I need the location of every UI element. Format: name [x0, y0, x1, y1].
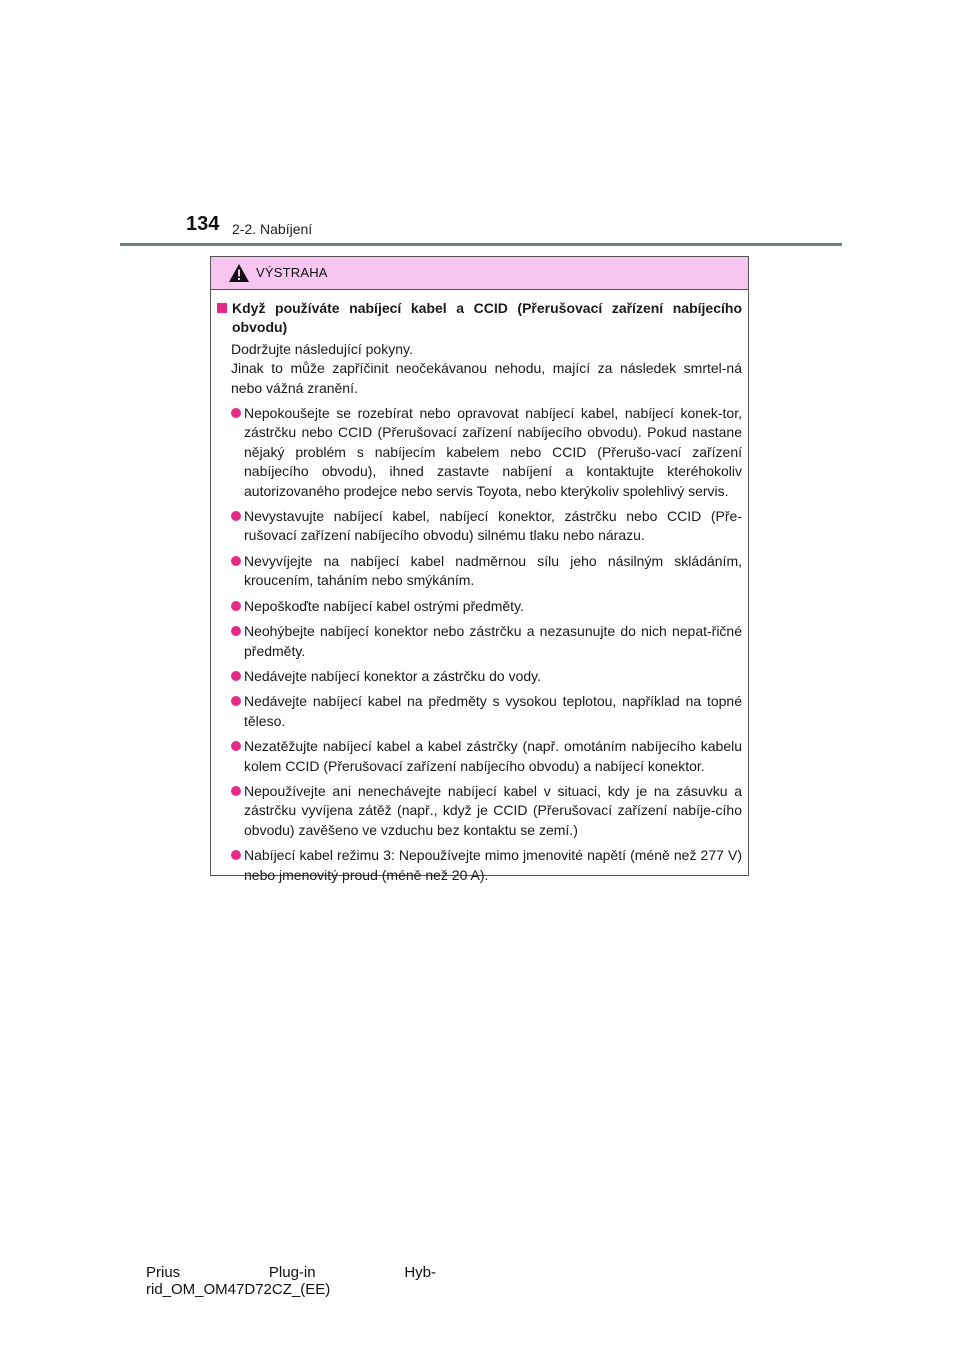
list-item [231, 597, 742, 616]
footer-type: Hyb- [404, 1264, 436, 1281]
footer-code: rid_OM_OM47D72CZ_(EE) [146, 1281, 331, 1298]
circle-bullet-icon [231, 741, 241, 751]
intro-line: Jinak to může zapříčinit neočekávanou nehodu, mající za následek smrtel-ná nebo vážná zranění. [231, 360, 742, 396]
list-item [231, 692, 742, 731]
warning-box [210, 256, 749, 883]
section-title: 2-2. Nabíjení [232, 221, 313, 237]
circle-bullet-icon [231, 556, 241, 566]
warning-header [211, 257, 748, 290]
page-footer [146, 1264, 436, 1298]
list-item-text: Nedávejte nabíjecí konektor a zástrčku do vody. [244, 667, 542, 684]
square-bullet-icon [217, 303, 227, 313]
warning-heading [217, 299, 742, 338]
circle-bullet-icon [231, 696, 241, 706]
warning-heading-text: Když používáte nabíjecí kabel a CCID (Přerušovací zařízení nabíjecího obvodu) [232, 300, 742, 336]
list-item [231, 667, 742, 686]
list-item-text: Nepoužívejte ani nenechávejte nabíjecí kabel v situaci, kdy je na zásuvku a zástrčku vyvíjena zátěž (např., když je CCID (Přerušovací zařízení nabíje-cího obvodu) zavěšeno ve vzduchu bez kontaktu se zemí.) [244, 782, 742, 838]
list-item-text: Nepokoušejte se rozebírat nebo opravovat nabíjecí kabel, nabíjecí konek-tor, zástrčku nebo CCID (Přerušovací zařízení nabíjecího obvodu). Pokud nastane nějaký problém s nabíjecím kabelem nebo CCID (Přerušo-vací zařízení nabíjecího obvodu), ihned zastavte nabíjení a kontaktujte kteréhokoliv autorizovaného prodejce nebo servis Toyota, nebo kterýkoliv spolehlivý servis. [244, 405, 742, 499]
list-item-text: Nabíjecí kabel režimu 3: Nepoužívejte mimo jmenovité napětí (méně než 277 V) nebo jmenovitý proud (méně než 20 A). [244, 847, 742, 883]
list-item-text: Nezatěžujte nabíjecí kabel a kabel zástrčky (např. omotáním nabíjecího kabelu kolem CCID (Přerušovací zařízení nabíjecího obvodu) a nabíjecí konektor. [244, 738, 742, 774]
warning-label: VÝSTRAHA [256, 265, 328, 280]
header-rule [120, 243, 842, 246]
list-item [231, 507, 742, 546]
list-item-text: Nevystavujte nabíjecí kabel, nabíjecí konektor, zástrčku nebo CCID (Pře-rušovací zařízení nabíjecího obvodu) silnému tlaku nebo nárazu. [244, 508, 742, 544]
list-item [231, 552, 742, 591]
warning-body [211, 290, 748, 885]
warning-intro [231, 340, 742, 398]
circle-bullet-icon [231, 671, 241, 681]
footer-line [146, 1264, 436, 1281]
list-item [231, 404, 742, 501]
list-item [231, 737, 742, 776]
page-number: 134 [186, 213, 220, 235]
warning-triangle-icon [228, 263, 250, 283]
list-item [231, 622, 742, 661]
intro-line: Dodržujte následující pokyny. [231, 340, 413, 357]
circle-bullet-icon [231, 601, 241, 611]
circle-bullet-icon [231, 786, 241, 796]
list-item-text: Nepoškoďte nabíjecí kabel ostrými předměty. [244, 597, 524, 614]
warning-items [231, 404, 742, 885]
circle-bullet-icon [231, 511, 241, 521]
list-item-text: Nedávejte nabíjecí kabel na předměty s vysokou teplotou, například na topné těleso. [244, 693, 742, 729]
list-item-text: Neohýbejte nabíjecí konektor nebo zástrčku a nezasunujte do nich nepat-řičné předměty. [244, 623, 742, 659]
circle-bullet-icon [231, 850, 241, 860]
list-item [231, 846, 742, 885]
list-item-text: Nevyvíjejte na nabíjecí kabel nadměrnou sílu jeho násilným skládáním, kroucením, taháním nebo smýkáním. [244, 552, 742, 589]
footer-variant: Plug-in [268, 1264, 316, 1281]
list-item [231, 782, 742, 840]
footer-model: Prius [146, 1264, 181, 1281]
circle-bullet-icon [231, 626, 241, 636]
circle-bullet-icon [231, 408, 241, 418]
